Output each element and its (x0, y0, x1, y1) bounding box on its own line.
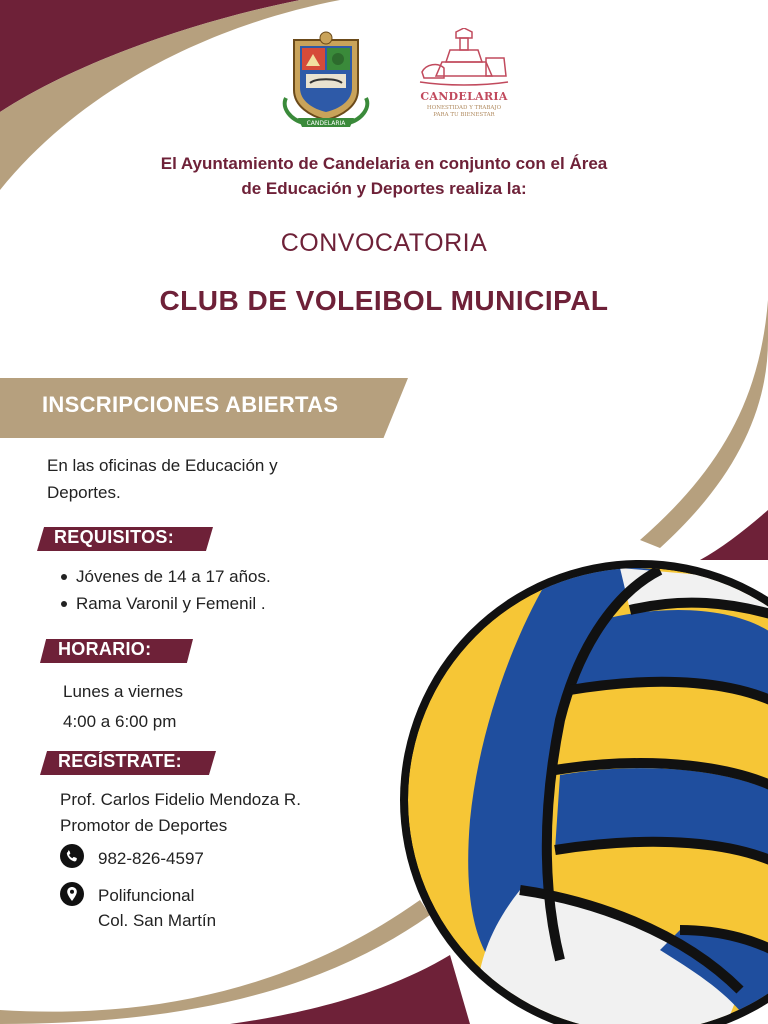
coat-of-arms-ribbon: CANDELARIA (306, 120, 346, 127)
offices-line: En las oficinas de Educación y (47, 456, 278, 475)
logo-tagline: HONESTIDAD Y TRABAJO (426, 105, 502, 111)
registration-banner-label: INSCRIPCIONES ABIERTAS (42, 392, 339, 417)
phone-number: 982-826-4597 (98, 849, 204, 868)
phone-icon (60, 844, 84, 868)
intro-line: El Ayuntamiento de Candelaria en conjunto con el Área (160, 154, 608, 173)
convocatoria-heading: CONVOCATORIA (280, 229, 488, 257)
location-line: Polifuncional (98, 886, 195, 905)
logo-tagline: PARA TU BIENESTAR (433, 112, 495, 118)
requirements-label: REQUISITOS: (54, 527, 174, 547)
offices-line: Deportes. (47, 483, 121, 502)
municipal-coat-of-arms-icon (276, 28, 376, 130)
page-title: CLUB DE VOLEIBOL MUNICIPAL (159, 285, 609, 316)
list-item: Rama Varonil y Femenil . (60, 590, 271, 617)
location-pin-icon (60, 882, 84, 906)
schedule-label: HORARIO: (58, 639, 152, 659)
contact-role: Promotor de Deportes (60, 816, 228, 835)
contact-name: Prof. Carlos Fidelio Mendoza R. (60, 790, 301, 809)
schedule-time: 4:00 a 6:00 pm (63, 712, 177, 731)
schedule-days: Lunes a viernes (63, 682, 184, 701)
requirements-list (60, 563, 271, 617)
location-line: Col. San Martín (98, 911, 217, 930)
intro-line: de Educación y Deportes realiza la: (241, 179, 527, 198)
volleyball-icon (380, 540, 768, 1024)
offices-text (47, 452, 387, 506)
candelaria-government-logo-icon (416, 28, 512, 124)
list-item: Jóvenes de 14 a 17 años. (60, 563, 271, 590)
intro-text (100, 151, 668, 201)
logo-name: CANDELARIA (420, 90, 508, 103)
register-label: REGÍSTRATE: (58, 751, 182, 771)
